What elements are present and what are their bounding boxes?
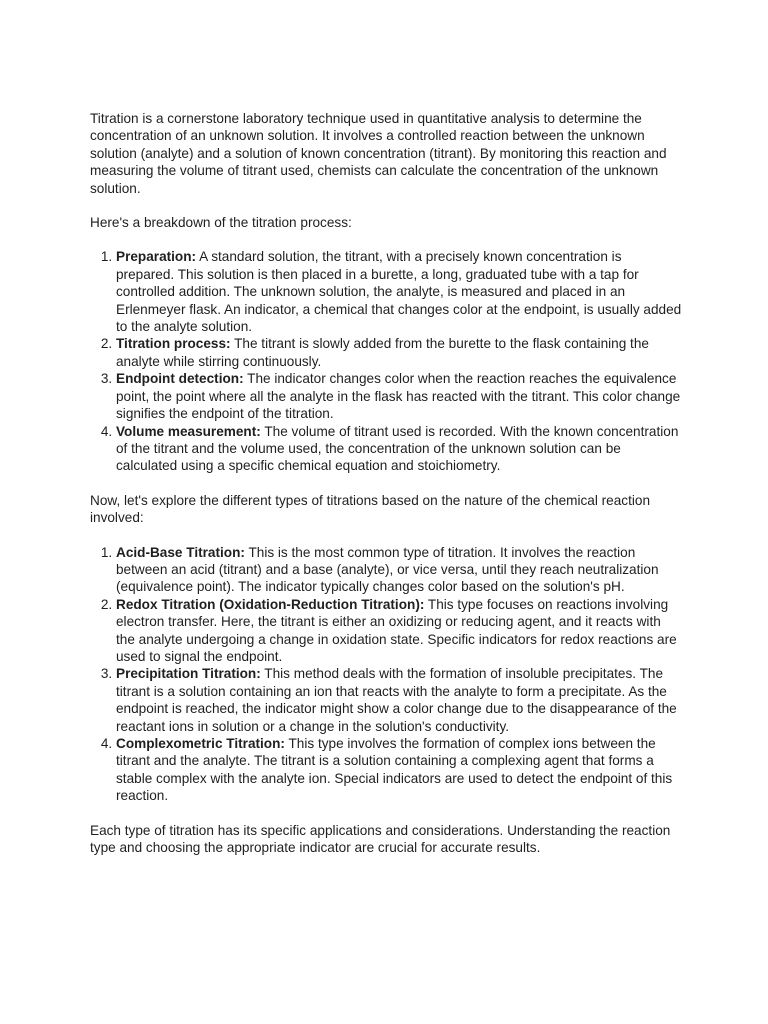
list-item-term: Volume measurement:: [116, 423, 261, 439]
list-item: [116, 248, 682, 335]
intro-paragraph: Titration is a cornerstone laboratory technique used in quantitative analysis to determine the concentration of an unknown solution. It involves a controlled reaction between the unknown solution (analyte) and a solution of known concentration (titrant). By monitoring this reaction and measuring the volume of titrant used, chemists can calculate the concentration of the unknown solution.: [90, 111, 667, 196]
list-item-text: This type involves the formation of complex ions between the titrant and the analyte. The titrant is a solution containing a complexing agent that forms a stable complex with the analyte ion. Special indicators are used to detect the endpoint of this reaction.: [116, 736, 673, 804]
list-item: [116, 335, 682, 370]
list-item-text: The indicator changes color when the reaction reaches the equivalence point, the point where all the analyte in the flask has reacted with the titrant. This color change signifies the endpoint of the titration.: [116, 371, 681, 422]
list-item-text: The titrant is slowly added from the burette to the flask containing the analyte while stirring continuously.: [116, 336, 649, 369]
types-intro: Now, let's explore the different types of titrations based on the nature of the chemical reaction involved:: [90, 492, 651, 526]
list-item-term: Acid-Base Titration:: [116, 544, 245, 560]
list-item-term: Endpoint detection:: [116, 371, 244, 387]
list-item-text: This method deals with the formation of insoluble precipitates. The titrant is a solution containing an ion that reacts with the analyte to form a precipitate. As the endpoint is reached, the indicator might show a color change due to the disappearance of the reactant ions in solution or a change in the solution's conductivity.: [116, 666, 677, 734]
list-item-term: Complexometric Titration:: [116, 736, 285, 751]
list-item: [116, 544, 682, 596]
list-item-text: This is the most common type of titration. It involves the reaction between an acid (titrant) and a base (analyte), or vice versa, until they reach neutralization (equivalence point). The indicator typically changes color based on the solution's pH.: [116, 544, 659, 595]
list-item: [116, 423, 682, 475]
list-item: [116, 370, 682, 422]
breakdown-intro: Here's a breakdown of the titration process:: [90, 215, 352, 231]
list-item-term: Precipitation Titration:: [116, 666, 261, 682]
titration-types-list: [90, 544, 682, 805]
list-item-term: Titration process:: [116, 336, 231, 352]
list-item-text: This type focuses on reactions involving electron transfer. Here, the titrant is either an oxidizing or reducing agent, and it reacts with the analyte undergoing a change in oxidation state. Specific indicators for redox reactions are used to signal the endpoint.: [116, 596, 677, 664]
conclusion-paragraph: Each type of titration has its specific applications and considerations. Understanding the reaction type and choosing the appropriate indicator are crucial for accurate results.: [90, 822, 671, 856]
list-item-text: A standard solution, the titrant, with a precisely known concentration is prepared. This solution is then placed in a burette, a long, graduated tube with a tap for controlled addition. The unknown solution, the analyte, is measured and placed in an Erlenmeyer flask. An indicator, a chemical that changes color at the endpoint, is usually added to the analyte solution.: [116, 249, 682, 335]
list-item-term: Preparation:: [116, 249, 197, 265]
list-item: [116, 665, 682, 735]
list-item-text: The volume of titrant used is recorded. With the known concentration of the titrant and the volume used, the concentration of the unknown solution can be calculated using a specific chemical equation and stoichiometry.: [116, 423, 679, 474]
process-steps-list: [90, 248, 682, 474]
list-item: [116, 735, 682, 805]
list-item: [116, 596, 682, 666]
document-body: [90, 110, 682, 856]
list-item-term: Redox Titration (Oxidation-Reduction Titration):: [116, 596, 425, 612]
